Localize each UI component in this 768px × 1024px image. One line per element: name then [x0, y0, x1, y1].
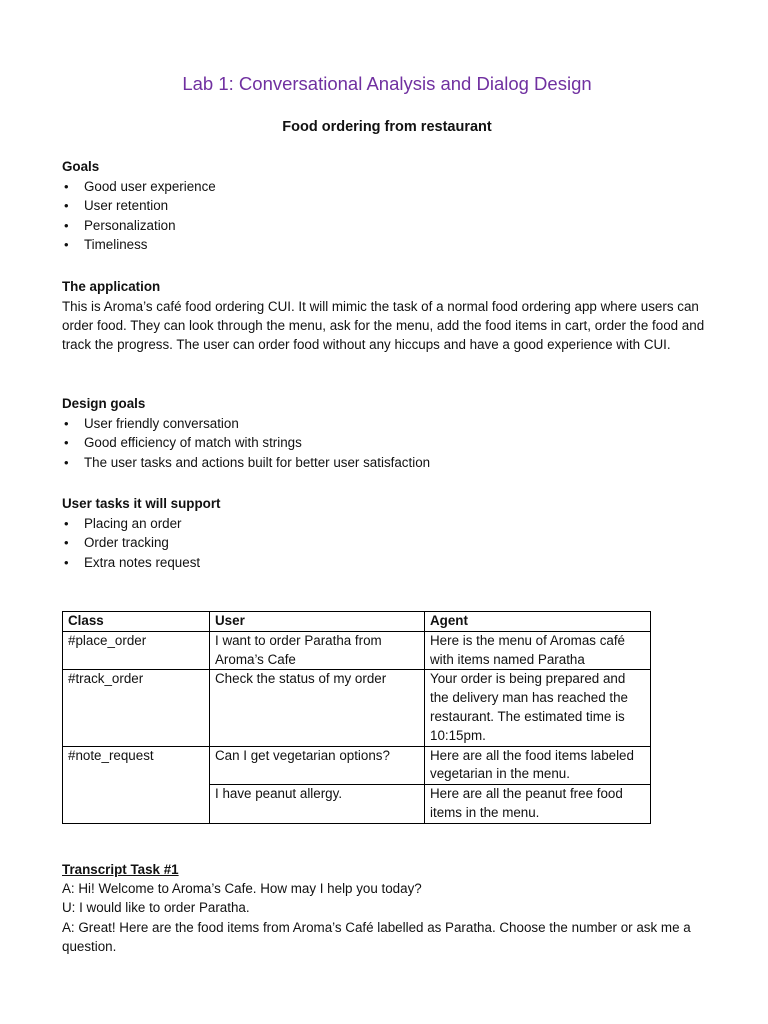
column-header-user: User: [210, 612, 425, 632]
bullet-icon: •: [64, 237, 69, 253]
design-goals-heading: Design goals: [62, 396, 146, 411]
document-title: Lab 1: Conversational Analysis and Dialog Design: [182, 73, 592, 94]
list-item: • Timeliness: [62, 235, 712, 255]
list-item: • User retention: [62, 196, 712, 216]
bullet-icon: •: [64, 198, 69, 214]
list-item: • Good efficiency of match with strings: [62, 433, 712, 453]
table-cell-user: I want to order Paratha from Aroma’s Cafe: [210, 631, 425, 670]
user-tasks-heading: User tasks it will support: [62, 496, 221, 511]
bullet-icon: •: [64, 454, 69, 470]
list-item: • Extra notes request: [62, 553, 712, 573]
column-header-agent: Agent: [425, 612, 651, 632]
user-tasks-section: [62, 494, 712, 572]
document-subtitle: Food ordering from restaurant: [282, 119, 492, 135]
table-cell-agent: Here are all the food items labeled vegetarian in the menu.: [425, 746, 651, 785]
list-item: • The user tasks and actions built for better user satisfaction: [62, 453, 712, 473]
list-item: • Personalization: [62, 216, 712, 236]
table-cell-agent: Here are all the peanut free food items in the menu.: [425, 785, 651, 824]
transcript-line: U: I would like to order Paratha.: [62, 900, 250, 916]
table-cell-user: Check the status of my order: [210, 670, 425, 746]
bullet-icon: •: [64, 178, 69, 194]
application-section: [62, 277, 712, 355]
bullet-icon: •: [64, 535, 69, 551]
transcript-line: A: Hi! Welcome to Aroma’s Cafe. How may I help you today?: [62, 881, 422, 896]
design-goals-section: [62, 394, 712, 472]
list-item: • Order tracking: [62, 533, 712, 553]
table-cell-agent: Here is the menu of Aromas café with items named Paratha: [425, 631, 651, 670]
bullet-icon: •: [64, 554, 69, 570]
application-heading: The application: [62, 279, 161, 294]
list-item: • Good user experience: [62, 177, 712, 197]
goals-heading: Goals: [62, 159, 100, 174]
table-cell-class: #note_request: [63, 746, 210, 823]
table-cell-class: #track_order: [63, 670, 210, 746]
table-row: [63, 670, 651, 746]
application-paragraph: This is Aroma’s café food ordering CUI. It will mimic the task of a normal food ordering app where users can order food. They can look through the menu, ask for the menu, add the food items in cart, order the food and track the progress. The user can order food without any hiccups and have a good experience with CUI.: [62, 298, 705, 353]
transcript-heading: Transcript Task #1: [62, 862, 179, 877]
table-header-row: [63, 612, 651, 632]
user-tasks-list: [62, 514, 712, 573]
bullet-icon: •: [64, 435, 69, 451]
bullet-icon: •: [64, 415, 69, 431]
bullet-icon: •: [64, 217, 69, 233]
list-item: • Placing an order: [62, 514, 712, 534]
goals-section: [62, 157, 712, 255]
table-cell-user: Can I get vegetarian options?: [210, 746, 425, 785]
list-item: • User friendly conversation: [62, 414, 712, 434]
column-header-class: Class: [63, 612, 210, 632]
bullet-icon: •: [64, 515, 69, 531]
table-cell-class: #place_order: [63, 631, 210, 670]
transcript-section: [62, 860, 712, 957]
design-goals-list: [62, 414, 712, 473]
table-row: [63, 631, 651, 670]
transcript-line: A: Great! Here are the food items from Aroma’s Café labelled as Paratha. Choose the number or ask me a question.: [62, 919, 691, 955]
table-row: [63, 746, 651, 785]
intent-table: [62, 611, 651, 824]
goals-list: [62, 177, 712, 255]
table-cell-agent: Your order is being prepared and the delivery man has reached the restaurant. The estimated time is 10:15pm.: [425, 670, 651, 746]
table-cell-user: I have peanut allergy.: [210, 785, 425, 824]
